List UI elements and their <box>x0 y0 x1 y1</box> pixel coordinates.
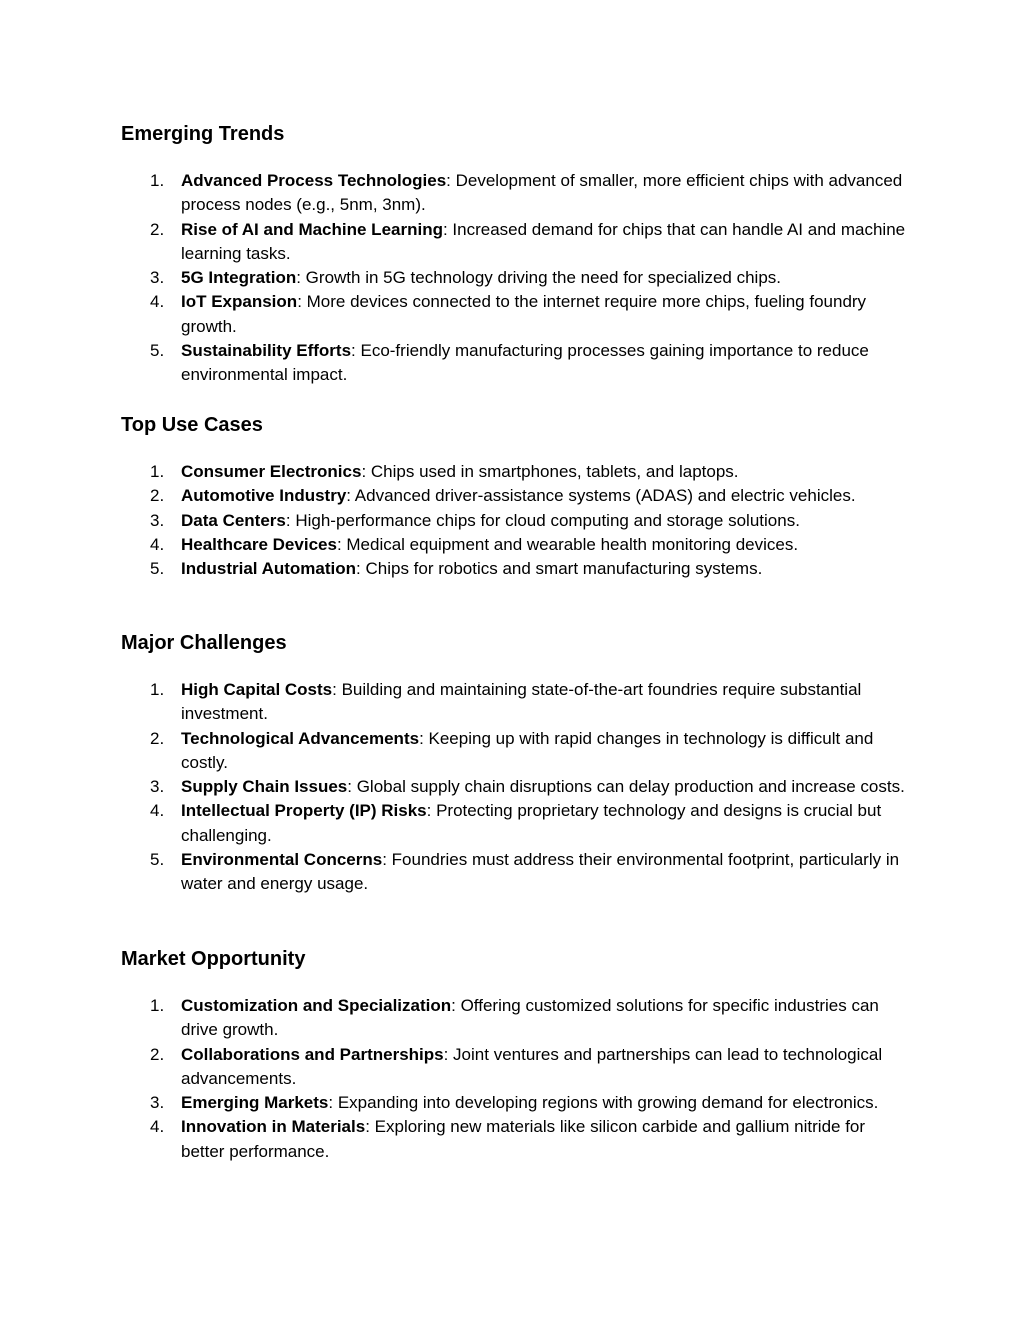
list-item-description: : Advanced driver-assistance systems (ADAS) and electric vehicles. <box>346 486 856 506</box>
list-item-description: : Building and maintaining state-of-the-art foundries require substantial investment. <box>181 680 862 724</box>
list-item-description: : Global supply chain disruptions can delay production and increase costs. <box>347 777 905 797</box>
list-item-term: IoT Expansion <box>181 292 298 312</box>
list-item-number: 2. <box>150 219 165 239</box>
list-item-description: : Expanding into developing regions with growing demand for electronics. <box>328 1093 879 1113</box>
list-item-number: 1. <box>150 462 165 481</box>
list-item <box>121 727 911 776</box>
list-item-term: Healthcare Devices <box>181 534 337 554</box>
list-item-description: : Keeping up with rapid changes in technology is difficult and costly. <box>181 728 874 772</box>
list-item-description: : Eco-friendly manufacturing processes gaining importance to reduce environmental impact. <box>181 341 869 385</box>
list-item-term: Rise of AI and Machine Learning <box>181 219 443 239</box>
list-item <box>121 557 911 581</box>
list-item <box>121 1043 911 1092</box>
list-item-description: : Protecting proprietary technology and designs is crucial but challenging. <box>181 801 882 845</box>
list-item <box>121 509 911 533</box>
list-item-number: 2. <box>150 486 165 506</box>
list-item-number: 5. <box>150 850 165 870</box>
list-item <box>121 799 911 848</box>
section-heading: Major Challenges <box>121 632 287 654</box>
list-item-number: 2. <box>150 728 165 748</box>
section-heading: Emerging Trends <box>121 123 285 145</box>
list-item-number: 3. <box>150 268 165 288</box>
section-major-challenges <box>121 630 911 897</box>
list-item-term: High Capital Costs <box>181 680 333 699</box>
list-item <box>121 290 911 339</box>
numbered-list <box>121 994 911 1164</box>
list-item-description: : Growth in 5G technology driving the need for specialized chips. <box>296 268 781 288</box>
list-item-number: 3. <box>150 1093 165 1113</box>
section-top-use-cases <box>121 412 911 581</box>
list-item <box>121 678 911 727</box>
list-item <box>121 775 911 799</box>
numbered-list <box>121 678 911 897</box>
list-item-description: : Exploring new materials like silicon carbide and gallium nitride for better performance. <box>181 1117 866 1161</box>
section-emerging-trends <box>121 121 911 388</box>
list-item <box>121 339 911 388</box>
list-item <box>121 266 911 290</box>
list-item-number: 3. <box>150 777 165 797</box>
numbered-list <box>121 169 911 388</box>
list-item <box>121 460 911 484</box>
list-item-number: 4. <box>150 292 165 312</box>
list-item-term: Emerging Markets <box>181 1093 329 1113</box>
list-item-number: 3. <box>150 510 165 530</box>
list-item-term: Supply Chain Issues <box>181 777 348 797</box>
list-item-description: : Medical equipment and wearable health monitoring devices. <box>336 534 799 554</box>
list-item-term: Advanced Process Technologies <box>181 171 447 190</box>
list-item-term: Customization and Specialization <box>181 996 452 1015</box>
section-market-opportunity <box>121 946 911 1164</box>
list-item-term: Environmental Concerns <box>181 850 383 870</box>
list-item-term: Collaborations and Partnerships <box>181 1044 444 1064</box>
list-item-number: 4. <box>150 801 165 821</box>
list-item-term: Innovation in Materials <box>181 1117 366 1137</box>
list-item-description: : More devices connected to the internet require more chips, fueling foundry growth. <box>181 292 867 336</box>
list-item-number: 2. <box>150 1044 165 1064</box>
list-item-term: Data Centers <box>181 510 286 530</box>
list-item-description: : Joint ventures and partnerships can lead to technological advancements. <box>181 1044 883 1088</box>
list-item-term: Sustainability Efforts <box>181 341 352 361</box>
list-item-number: 5. <box>150 559 165 579</box>
list-item <box>121 218 911 267</box>
list-item <box>121 169 911 218</box>
list-item-term: Automotive Industry <box>181 486 347 506</box>
list-item-description: : Increased demand for chips that can handle AI and machine learning tasks. <box>181 219 906 263</box>
list-item-description: : Foundries must address their environmental footprint, particularly in water and energy usage. <box>181 850 900 894</box>
section-heading: Market Opportunity <box>121 948 306 970</box>
list-item-term: Technological Advancements <box>181 728 420 748</box>
list-item <box>121 1091 911 1115</box>
list-item-description: : Chips used in smartphones, tablets, and laptops. <box>361 462 739 481</box>
list-item-description: : High-performance chips for cloud computing and storage solutions. <box>285 510 800 530</box>
numbered-list <box>121 460 911 581</box>
list-item-number: 5. <box>150 341 165 361</box>
list-item-description: : Development of smaller, more efficient chips with advanced process nodes (e.g., 5nm, 3nm). <box>181 171 903 215</box>
list-item-number: 1. <box>150 680 165 699</box>
list-item-description: : Offering customized solutions for specific industries can drive growth. <box>181 996 879 1040</box>
list-item-description: : Chips for robotics and smart manufacturing systems. <box>356 559 763 579</box>
list-item <box>121 994 911 1043</box>
list-item-term: Intellectual Property (IP) Risks <box>181 801 427 821</box>
list-item-term: Consumer Electronics <box>181 462 362 481</box>
list-item <box>121 533 911 557</box>
list-item-number: 1. <box>150 171 165 190</box>
section-heading: Top Use Cases <box>121 414 263 436</box>
list-item-number: 4. <box>150 534 165 554</box>
list-item <box>121 484 911 508</box>
list-item-term: Industrial Automation <box>181 559 357 579</box>
list-item-number: 4. <box>150 1117 165 1137</box>
list-item-term: 5G Integration <box>181 268 297 288</box>
list-item <box>121 848 911 897</box>
list-item-number: 1. <box>150 996 165 1015</box>
list-item <box>121 1115 911 1164</box>
